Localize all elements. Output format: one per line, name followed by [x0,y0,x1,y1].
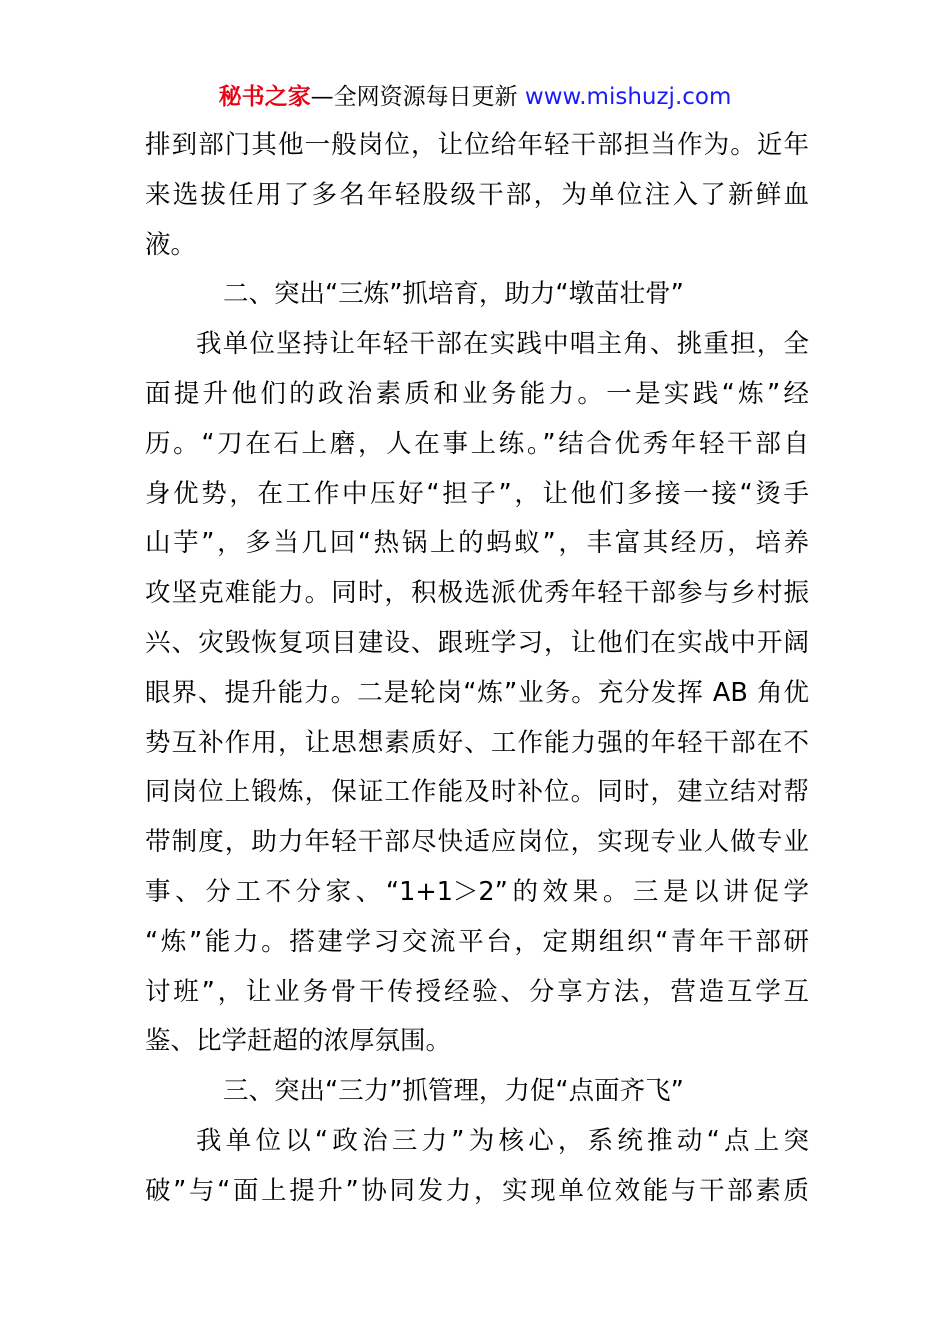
section-heading-3: 三、突出“三力”抓管理，力促“点面齐飞” [223,1076,684,1107]
text-line: 眼界、提升能力。二是轮岗“炼”业务。充分发挥 AB 角优 [145,677,809,708]
text-line: 攻坚克难能力。同时，积极选派优秀年轻干部参与乡村振 [145,578,809,609]
text-line: 面提升他们的政治素质和业务能力。一是实践“炼”经 [145,378,809,409]
text-line: 同岗位上锻炼，保证工作能及时补位。同时，建立结对帮 [145,777,809,808]
text-line: 破”与“面上提升”协同发力，实现单位效能与干部素质 [145,1175,809,1206]
text-line: 排到部门其他一般岗位，让位给年轻干部担当作为。近年 [145,130,809,160]
text-line: 鉴、比学赶超的浓厚氛围。 [145,1026,452,1057]
text-line: 事、分工不分家、“1+1＞2”的效果。三是以讲促学 [145,876,809,907]
text-line: 带制度，助力年轻干部尽快适应岗位，实现专业人做专业 [145,827,809,858]
site-tagline: —全网资源每日更新 [310,84,518,110]
text-line: 山芋”，多当几回“热锅上的蚂蚁”，丰富其经历，培养 [145,528,809,559]
text-line: 身优势，在工作中压好“担子”，让他们多接一接“烫手 [145,478,809,509]
section-heading-2: 二、突出“三炼”抓培育，助力“墩苗壮骨” [223,279,684,310]
text-line: 来选拔任用了多名年轻股级干部，为单位注入了新鲜血 [145,179,809,210]
document-body [145,121,809,1217]
text-line: 液。 [145,229,197,260]
site-brand: 秘书之家 [218,84,311,110]
text-line: 兴、灾毁恢复项目建设、跟班学习，让他们在实战中开阔 [145,627,809,658]
text-line: 势互补作用，让思想素质好、工作能力强的年轻干部在不 [145,727,809,758]
text-line: 讨班”，让业务骨干传授经验、分享方法，营造互学互 [145,976,809,1007]
paragraph-first-line: 我单位以“政治三力”为核心，系统推动“点上突 [196,1125,809,1156]
site-url-link[interactable]: www.mishuzj.com [524,84,732,110]
site-header [0,82,950,112]
paragraph-first-line: 我单位坚持让年轻干部在实践中唱主角、挑重担，全 [196,329,809,360]
text-line: “炼”能力。搭建学习交流平台，定期组织“青年干部研 [145,926,809,957]
text-line: 历。“刀在石上磨，人在事上练。”结合优秀年轻干部自 [145,428,809,459]
